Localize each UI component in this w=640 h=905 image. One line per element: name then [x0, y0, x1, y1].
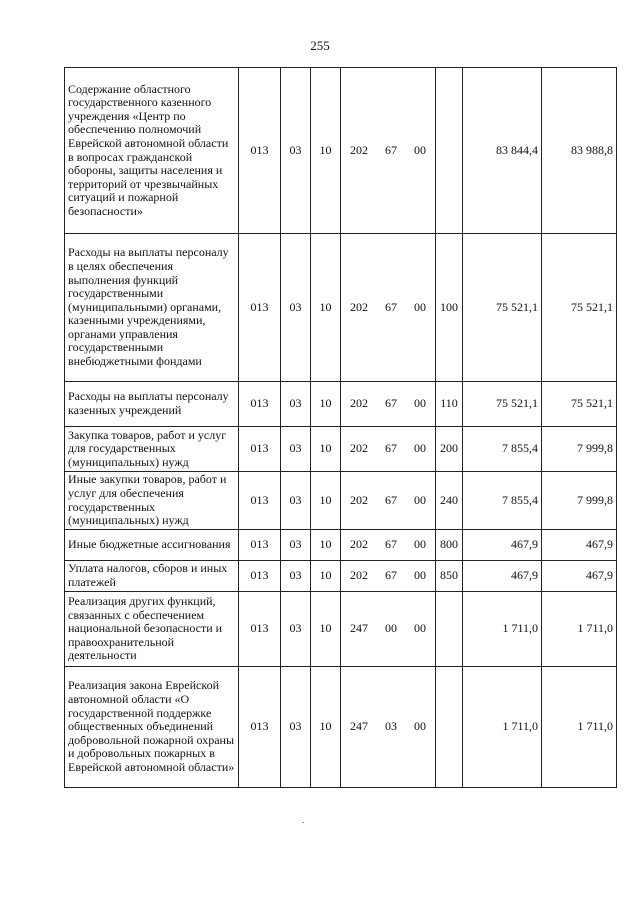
expense-type-code: 200 [436, 427, 463, 472]
section-code: 03 [281, 472, 311, 530]
scan-speck [302, 822, 304, 823]
sum-year-2: 75 521,1 [542, 382, 617, 427]
ministry-code: 013 [239, 234, 281, 382]
target-code-part: 67 [385, 396, 397, 411]
target-article-code [341, 472, 436, 530]
sum-year-1: 7 855,4 [463, 472, 542, 530]
target-code-part: 67 [385, 299, 397, 314]
expense-type-code: 850 [436, 561, 463, 592]
target-code-part: 67 [385, 441, 397, 456]
sum-year-1: 75 521,1 [463, 382, 542, 427]
target-code-part: 00 [414, 142, 426, 157]
ministry-code: 013 [239, 530, 281, 561]
sum-year-2: 75 521,1 [542, 234, 617, 382]
target-code-part: 00 [414, 441, 426, 456]
subsection-code: 10 [311, 68, 341, 234]
target-code-part: 00 [414, 537, 426, 552]
row-name: Содержание областного государственного казенного учреждения «Центр по обеспечению полномочий Еврейской автономной области в вопросах гражданской обороны, защиты населения и территорий от чрезвычайных ситуаций и пожарной безопасности» [65, 68, 239, 234]
expense-type-code [436, 592, 463, 667]
target-article-code [341, 667, 436, 788]
sum-year-2: 467,9 [542, 530, 617, 561]
subsection-code: 10 [311, 667, 341, 788]
target-code-part: 00 [414, 492, 426, 507]
target-code-part: 202 [350, 568, 368, 583]
row-name: Реализация закона Еврейской автономной области «О государственной поддержке общественных объединений добровольной пожарной охраны и добровольных пожарных в Еврейской автономной области» [65, 667, 239, 788]
target-code-part: 67 [385, 568, 397, 583]
expense-type-code [436, 68, 463, 234]
target-code-part: 00 [414, 396, 426, 411]
sum-year-1: 83 844,4 [463, 68, 542, 234]
table-row [65, 234, 617, 382]
row-name: Уплата налогов, сборов и иных платежей [65, 561, 239, 592]
subsection-code: 10 [311, 561, 341, 592]
sum-year-1: 1 711,0 [463, 667, 542, 788]
row-name: Иные закупки товаров, работ и услуг для обеспечения государственных (муниципальных) нужд [65, 472, 239, 530]
ministry-code: 013 [239, 427, 281, 472]
section-code: 03 [281, 68, 311, 234]
section-code: 03 [281, 592, 311, 667]
target-code-part: 67 [385, 142, 397, 157]
section-code: 03 [281, 561, 311, 592]
subsection-code: 10 [311, 427, 341, 472]
sum-year-2: 7 999,8 [542, 472, 617, 530]
target-article-code [341, 592, 436, 667]
section-code: 03 [281, 382, 311, 427]
table-row [65, 382, 617, 427]
target-article-code [341, 68, 436, 234]
budget-table [64, 67, 617, 788]
table-row [65, 530, 617, 561]
table-row [65, 427, 617, 472]
target-code-part: 202 [350, 537, 368, 552]
target-code-part: 202 [350, 142, 368, 157]
row-name: Расходы на выплаты персоналу казенных учреждений [65, 382, 239, 427]
subsection-code: 10 [311, 382, 341, 427]
sum-year-1: 1 711,0 [463, 592, 542, 667]
table-row [65, 561, 617, 592]
target-code-part: 00 [414, 299, 426, 314]
target-code-part: 03 [385, 719, 397, 734]
target-code-part: 202 [350, 492, 368, 507]
target-code-part: 202 [350, 441, 368, 456]
ministry-code: 013 [239, 561, 281, 592]
sum-year-2: 7 999,8 [542, 427, 617, 472]
sum-year-2: 1 711,0 [542, 592, 617, 667]
table-row [65, 592, 617, 667]
expense-type-code: 240 [436, 472, 463, 530]
ministry-code: 013 [239, 592, 281, 667]
target-code-part: 202 [350, 299, 368, 314]
target-article-code [341, 382, 436, 427]
target-code-part: 247 [350, 719, 368, 734]
target-article-code [341, 234, 436, 382]
sum-year-2: 467,9 [542, 561, 617, 592]
subsection-code: 10 [311, 530, 341, 561]
ministry-code: 013 [239, 472, 281, 530]
target-code-part: 00 [414, 621, 426, 636]
page-number: 255 [310, 38, 330, 53]
expense-type-code: 100 [436, 234, 463, 382]
target-code-part: 00 [385, 621, 397, 636]
ministry-code: 013 [239, 382, 281, 427]
section-code: 03 [281, 427, 311, 472]
sum-year-1: 467,9 [463, 561, 542, 592]
target-code-part: 67 [385, 492, 397, 507]
sum-year-1: 7 855,4 [463, 427, 542, 472]
row-name: Реализация других функций, связанных с обеспечением национальной безопасности и правоохранительной деятельности [65, 592, 239, 667]
row-name: Иные бюджетные ассигнования [65, 530, 239, 561]
target-code-part: 00 [414, 568, 426, 583]
section-code: 03 [281, 234, 311, 382]
sum-year-2: 1 711,0 [542, 667, 617, 788]
target-article-code [341, 427, 436, 472]
section-code: 03 [281, 667, 311, 788]
ministry-code: 013 [239, 667, 281, 788]
target-code-part: 67 [385, 537, 397, 552]
target-article-code [341, 530, 436, 561]
target-code-part: 00 [414, 719, 426, 734]
section-code: 03 [281, 530, 311, 561]
table-row [65, 667, 617, 788]
ministry-code: 013 [239, 68, 281, 234]
target-article-code [341, 561, 436, 592]
target-code-part: 202 [350, 396, 368, 411]
expense-type-code [436, 667, 463, 788]
row-name: Закупка товаров, работ и услуг для государственных (муниципальных) нужд [65, 427, 239, 472]
expense-type-code: 800 [436, 530, 463, 561]
sum-year-1: 75 521,1 [463, 234, 542, 382]
subsection-code: 10 [311, 592, 341, 667]
sum-year-2: 83 988,8 [542, 68, 617, 234]
table-row [65, 472, 617, 530]
subsection-code: 10 [311, 234, 341, 382]
expense-type-code: 110 [436, 382, 463, 427]
sum-year-1: 467,9 [463, 530, 542, 561]
row-name: Расходы на выплаты персоналу в целях обеспечения выполнения функций государственными (муниципальными) органами, казенными учреждениями, органами управления государственными внебюджетными фондами [65, 234, 239, 382]
target-code-part: 247 [350, 621, 368, 636]
table-row [65, 68, 617, 234]
subsection-code: 10 [311, 472, 341, 530]
